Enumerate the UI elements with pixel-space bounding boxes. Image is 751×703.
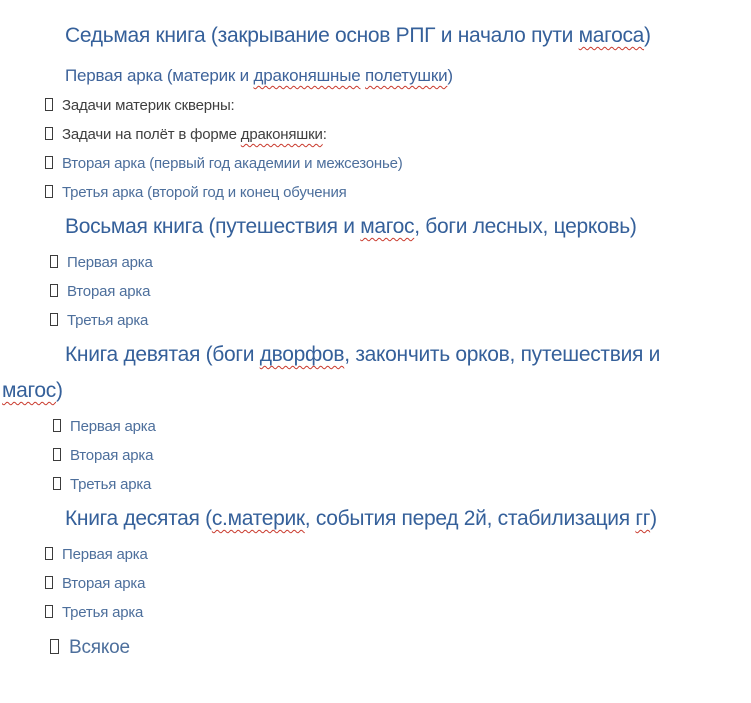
checkbox-icon[interactable] bbox=[45, 547, 53, 560]
text-run: Книга десятая ( bbox=[65, 507, 212, 530]
text-run: Третья арка bbox=[67, 312, 149, 329]
checkbox-icon[interactable] bbox=[50, 255, 58, 268]
arc-subheading-first bbox=[0, 60, 751, 91]
text-run: ) bbox=[447, 66, 453, 85]
checkbox-icon[interactable] bbox=[50, 284, 58, 297]
outline-item-second-arc bbox=[0, 277, 751, 306]
misspelled-word: дворфов bbox=[259, 343, 345, 366]
book-heading-ninth bbox=[0, 337, 751, 409]
text-run: , события перед 2й, стабилизация bbox=[304, 507, 636, 530]
outline-item-second-arc bbox=[0, 569, 751, 598]
book-heading-seventh bbox=[0, 18, 751, 54]
outline-item-third-arc bbox=[0, 306, 751, 335]
outline-item-tasks-flight bbox=[0, 120, 751, 149]
text-run: Седьмая книга (закрывание основ РПГ и начало пути bbox=[65, 24, 579, 47]
misspelled-word: магоса bbox=[578, 24, 645, 47]
outline-item-second-arc bbox=[0, 441, 751, 470]
misspelled-word: с.материк bbox=[211, 507, 305, 530]
outline-item-first-arc bbox=[0, 248, 751, 277]
outline-item-misc bbox=[0, 631, 751, 664]
outline-item-first-arc bbox=[0, 540, 751, 569]
checkbox-icon[interactable] bbox=[53, 448, 61, 461]
text-run: , боги лесных, церковь) bbox=[414, 215, 637, 238]
text-run: Вторая арка bbox=[70, 447, 154, 464]
misspelled-word: магос bbox=[360, 215, 415, 238]
text-run: Всякое bbox=[69, 637, 130, 658]
misspelled-word: гг bbox=[635, 507, 651, 530]
checkbox-icon[interactable] bbox=[50, 313, 58, 326]
text-run: ) bbox=[644, 24, 651, 47]
outline-item-tasks-mainland bbox=[0, 91, 751, 120]
text-run: Задачи на полёт в форме bbox=[62, 126, 241, 143]
book-heading-tenth bbox=[0, 501, 751, 537]
outline-item-second-arc bbox=[0, 149, 751, 178]
checkbox-icon[interactable] bbox=[45, 605, 53, 618]
text-run: Третья арка (второй год и конец обучения bbox=[62, 184, 347, 201]
text-run: : bbox=[322, 126, 327, 143]
misspelled-word: полетушки bbox=[365, 66, 448, 85]
text-run: Первая арка bbox=[62, 546, 148, 563]
checkbox-icon[interactable] bbox=[45, 576, 53, 589]
outline-item-first-arc bbox=[0, 412, 751, 441]
text-run: , закончить орков, путешествия и bbox=[344, 343, 661, 366]
checkbox-icon[interactable] bbox=[45, 156, 53, 169]
checkbox-icon[interactable] bbox=[45, 185, 53, 198]
text-run: Книга девятая (боги bbox=[65, 343, 260, 366]
text-run: Первая арка bbox=[70, 418, 156, 435]
text-run: Первая арка bbox=[67, 254, 153, 271]
misspelled-word: магос bbox=[2, 379, 56, 402]
text-run: Первая арка (материк и bbox=[65, 66, 254, 85]
checkbox-icon[interactable] bbox=[45, 98, 53, 111]
text-run: Восьмая книга (путешествия и bbox=[65, 215, 361, 238]
checkbox-icon[interactable] bbox=[50, 639, 59, 654]
outline-item-third-arc bbox=[0, 598, 751, 627]
text-run: Вторая арка (первый год академии и межсезонье) bbox=[62, 155, 403, 172]
text-run: ) bbox=[650, 507, 657, 530]
checkbox-icon[interactable] bbox=[53, 419, 61, 432]
checkbox-icon[interactable] bbox=[53, 477, 61, 490]
text-run: Третья арка bbox=[70, 476, 152, 493]
book-heading-eighth bbox=[0, 209, 751, 245]
text-run: ) bbox=[56, 379, 63, 402]
text-run: Задачи материк скверны: bbox=[62, 97, 235, 114]
text-run: Третья арка bbox=[62, 604, 144, 621]
outline-item-third-arc bbox=[0, 178, 751, 207]
misspelled-word: драконяшные bbox=[253, 66, 361, 85]
text-run: Вторая арка bbox=[62, 575, 146, 592]
outline-item-third-arc bbox=[0, 470, 751, 499]
text-run: Вторая арка bbox=[67, 283, 151, 300]
misspelled-word: драконяшки bbox=[240, 126, 323, 143]
checkbox-icon[interactable] bbox=[45, 127, 53, 140]
